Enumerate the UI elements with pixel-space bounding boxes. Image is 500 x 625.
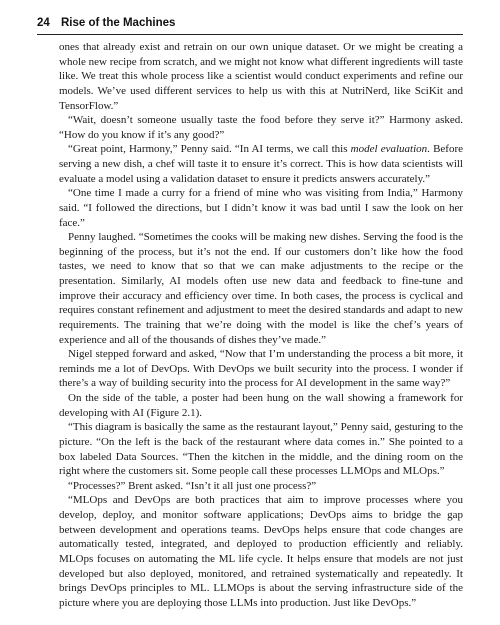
paragraph: [59, 420, 463, 479]
paragraph-text: Penny laughed. “Sometimes the cooks will be making new dishes. Serving the food is the beginning of the process, but it’s not the end. If our customers don’t like how the food tastes, we need to know that so that we can make adjustments to the recipe or the presentation. Similarly, AI models often use new data and feedback to fine-tune and improve their accuracy and efficiency over time. In both cases, the process is cyclical and requires constant refinement and adjustment to meet the desired standards and adapt to new requirements. The training that we’re doing with the model is like the chef’s years of experience and all of the thousands of dishes they’ve made.”: [59, 231, 463, 346]
paragraph-text: . Before serving a new dish, a chef will taste it to ensure it’s correct. This is how data scientists will evaluate a model using a validation dataset to ensure it predicts answers accurately.”: [59, 143, 463, 185]
paragraph: [59, 391, 463, 420]
paragraph-text: “Great point, Harmony,” Penny said. “In AI terms, we call this: [68, 143, 351, 156]
paragraph: [59, 493, 463, 610]
paragraph-text: “One time I made a curry for a friend of mine who was visiting from India,” Harmony said. “I followed the directions, but I didn’t know it was bad until I saw the look on her face.”: [59, 187, 463, 229]
page-header: [37, 14, 463, 35]
paragraph: [59, 113, 463, 142]
paragraph-text: ones that already exist and retrain on our own unique dataset. Or we might be creating a whole new recipe from scratch, and we might not know what different ingredients will taste like. We treat this whole process like a scientist would conduct experiments and refine our models. We’ve used different services to help us with this at NutriNerd, like SciKit and TensorFlow.”: [59, 41, 463, 112]
page-number: 24: [37, 17, 50, 29]
paragraph-text: “Wait, doesn’t someone usually taste the food before they serve it?” Harmony asked. “How do you know if it’s any good?”: [59, 114, 463, 141]
paragraph-text: On the side of the table, a poster had been hung on the wall showing a framework for developing with AI (Figure 2.1).: [59, 392, 463, 419]
paragraph: [59, 479, 463, 494]
paragraph-text: “MLOps and DevOps are both practices that aim to improve processes where you develop, deploy, and monitor software applications; DevOps aims to bridge the gap between development and operations teams. DevOps helps ensure that code changes are automatically tested, integrated, and deployed to production efficiently and reliably. MLOps focuses on automating the ML life cycle. It helps ensure that models are not just developed but also deployed, monitored, and retrained systematically and repeatedly. It brings DevOps principles to ML. LLMOps is about the serving infrastructure side of the picture where you are deploying those LLMs into production. Just like DevOps.”: [59, 494, 463, 609]
italic-term: model evaluation: [350, 143, 428, 156]
paragraph-text: Nigel stepped forward and asked, “Now that I’m understanding the process a bit more, it reminds me a lot of DevOps. With DevOps we built security into the process. I wonder if there’s a way of building security into the process for AI development in the same way?”: [59, 348, 463, 390]
paragraph-text: “Processes?” Brent asked. “Isn’t it all just one process?”: [68, 479, 317, 492]
paragraph: [59, 347, 463, 391]
paragraph: [59, 230, 463, 347]
running-title: Rise of the Machines: [61, 17, 176, 29]
paragraph: [59, 40, 463, 113]
paragraph: [59, 142, 463, 186]
paragraph: [59, 186, 463, 230]
paragraph-text: “This diagram is basically the same as the restaurant layout,” Penny said, gesturing to the picture. “On the left is the back of the restaurant where data comes in.” She pointed to a box labeled Data Sources. “Then the kitchen in the middle, and the dining room on the right where the customers sit. Some people call these processes LLMOps and MLOps.”: [59, 421, 463, 478]
body-text: [59, 40, 463, 610]
